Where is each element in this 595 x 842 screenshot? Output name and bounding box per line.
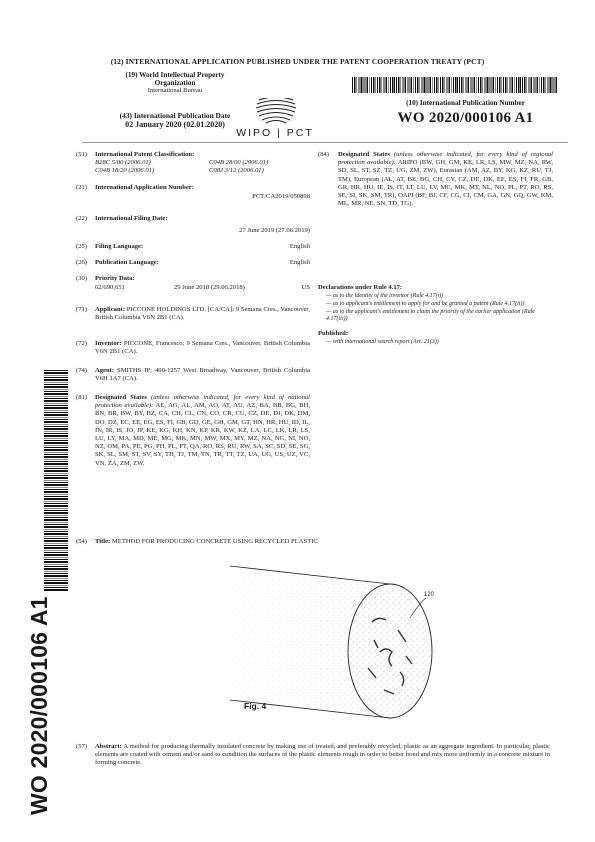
- side-publication-number: [24, 591, 54, 815]
- field-51-num: (51): [76, 151, 87, 158]
- wipo-pct-wordmark: WIPO | PCT: [236, 127, 314, 139]
- abstract-text: A method for producing thermally insulated concrete by making use of treated, and preferably recycled, plastic as an aggregate ingredient. In particular, plastic elements are coated with cement and/or sand to condition the surfaces of the plastic elements rough in order to better bond and mix more uniformly in a concrete mixture in forming concrete.: [95, 743, 550, 767]
- field-81-label: Designated States: [95, 394, 147, 401]
- abstract-label: Abstract:: [95, 743, 122, 750]
- figure-4-drawing: [200, 560, 460, 730]
- side-barcode: [44, 370, 68, 592]
- field-51-label: International Patent Classification:: [95, 151, 195, 158]
- field-22-num: (22): [76, 215, 87, 222]
- field-25-value: English: [289, 243, 310, 250]
- field-84-block: [338, 151, 553, 208]
- field-25-num: (25): [76, 243, 87, 250]
- field-71-block: [95, 306, 310, 322]
- ipc-code-3: C04B 18/20 (2006.01): [95, 167, 155, 174]
- field-81-intro: (unless otherwise indicated, for every kind of national protection available):: [95, 394, 310, 410]
- field-74-text: SMITHS IP; 400-1257 West Broadway, Vancouver, British Columbia V6H 1A7 (CA).: [95, 367, 310, 383]
- abstract-block: [95, 743, 550, 768]
- title-label: Title:: [95, 538, 111, 545]
- document-type-title: (12) INTERNATIONAL APPLICATION PUBLISHED UNDER THE PATENT COOPERATION TREATY (PCT): [110, 57, 485, 66]
- pub-date: 02 January 2020 (02.01.2020): [125, 120, 225, 129]
- ipc-code-2: C04B 28/00 (2006.01): [209, 159, 269, 166]
- field-21-label: International Application Number:: [95, 184, 194, 191]
- field-57-num: (57): [76, 743, 87, 750]
- cylinder-fade: [200, 566, 330, 710]
- published-list: [326, 339, 551, 347]
- field-84-label: Designated States: [338, 151, 390, 158]
- field-84-text: ARIPO (BW, GH, GM, KE, LR, LS, MW, MZ, NA, RW, SD, SL, ST, SZ, TZ, UG, ZM, ZW), Eurasian (AM, AZ, BY, KG, KZ, RU, TJ, TM), European (AL, AT, BE, BG, CH, CY, CZ, DE, DK, EE, ES, FI, FR, GB, GR, HR, HU, IE, IS, IT, LT, LU, LV, MC, MK, MT, NL, NO, PL, PT, RO, RS, SE, SI, SK, SM, TR), OAPI (BF, BJ, CF, CG, CI, CM, GA, GN, GQ, GW, KM, ML, MR, NE, SN, TD, TG).: [338, 159, 553, 208]
- org-line1: (19) World Intellectual Property: [125, 71, 225, 79]
- field-26-label: Publication Language:: [95, 259, 159, 266]
- priority-country: US: [301, 284, 310, 291]
- figure-ref-numeral: 120: [424, 592, 435, 598]
- field-71-num: (71): [76, 306, 87, 313]
- pub-number: WO 2020/000106 A1: [397, 110, 534, 126]
- title-block: [95, 538, 545, 546]
- org-line2: Organization: [154, 79, 196, 88]
- ipc-code-4: C08J 3/12 (2006.01): [209, 167, 264, 174]
- field-71-text: PICCONE HOLDINGS LTD. [CA/CA]; 9 Semana Cres., Vancouver, British Columbia V6N 2B1 (CA).: [95, 306, 310, 322]
- figure-caption: Fig. 4: [244, 701, 267, 711]
- ipc-code-1: B28C 5/00 (2006.01): [95, 159, 151, 166]
- field-72-text: PICCONE, Francesco; 9 Semana Cres., Vancouver, British Columbia V6N 2B1 (CA).: [95, 340, 310, 356]
- org-line3: International Bureau: [147, 87, 203, 95]
- declarations-heading: Declarations under Rule 4.17:: [318, 284, 403, 291]
- field-74-label: Agent:: [95, 367, 115, 374]
- header-divider: [82, 142, 568, 143]
- field-26-num: (26): [76, 259, 87, 266]
- organization-block: [100, 71, 250, 96]
- field-81-text: AE, AG, AL, AM, AO, AT, AU, AZ, BA, BB, BG, BH, BN, BR, BW, BY, BZ, CA, CH, CL, CN, CO, CR, CU, CZ, DE, DJ, DK, DM, DO, DZ, EC, EE, EG, ES, FI, GB, GD, GE, GH, GM, GT, HN, HR, HU, ID, IL, IN, IR, IS, JO, JP, KE, KG, KH, KN, KP, KR, KW, KZ, LA, LC, LK, LR, LS, LU, LY, MA, MD, ME, MG, MK, MN, MW, MX, MY, MZ, NA, NG, NI, NO, NZ, OM, PA, PE, PG, PH, PL, PT, QA, RO, RS, RU, RW, SA, SC, SD, SE, SG, SK, SL, SM, ST, SV, SY, TH, TJ, TM, TN, TR, TT, TZ, UA, UG, US, UZ, VC, VN, ZA, ZM, ZW.: [95, 402, 310, 467]
- field-22-label: International Filing Date:: [95, 215, 168, 222]
- field-71-label: Applicant:: [95, 306, 126, 313]
- field-30-num: (30): [76, 275, 87, 282]
- field-74-num: (74): [76, 367, 87, 374]
- field-84-num: (84): [318, 151, 329, 158]
- field-26-value: English: [289, 259, 310, 266]
- field-22-value: 27 June 2019 (27.06.2019): [239, 227, 310, 234]
- title-text: METHOD FOR PRODUCING CONCRETE USING RECYCLED PLASTIC: [111, 538, 318, 545]
- priority-date: 29 June 2018 (29.06.2018): [174, 284, 245, 291]
- field-21-value: PCT/CA2019/050898: [252, 193, 310, 200]
- field-81-num: (81): [76, 394, 87, 401]
- side-wo-text: WO 2020/000106 A1: [26, 596, 52, 815]
- field-21-num: (21): [76, 184, 87, 191]
- field-30-label: Priority Data:: [95, 275, 135, 282]
- field-54-num: (54): [76, 538, 87, 545]
- published-heading: Published:: [318, 330, 349, 337]
- pub-number-label: (10) International Publication Number: [406, 99, 525, 107]
- field-81-block: [95, 394, 310, 468]
- declarations-list: [326, 293, 551, 324]
- field-74-block: [95, 367, 310, 383]
- priority-number: 62/690,651: [95, 284, 125, 291]
- field-72-label: Inventor:: [95, 340, 122, 347]
- field-84-intro: (unless otherwise indicated, for every kind of regional protection available):: [338, 151, 553, 167]
- field-25-label: Filing Language:: [95, 243, 144, 250]
- pub-date-label: (43) International Publication Date: [119, 111, 231, 120]
- declaration-item: — as to the applicant's entitlement to claim the priority of the earlier application (Rule 4.17(iii)): [326, 308, 535, 323]
- field-72-block: [95, 340, 310, 356]
- field-72-num: (72): [76, 340, 87, 347]
- declaration-item: — as to applicant's entitlement to apply for and be granted a patent (Rule 4.17(ii)): [326, 300, 525, 307]
- top-barcode: [352, 77, 557, 93]
- declaration-item: — as to the identity of the inventor (Rule 4.17(i)): [326, 293, 444, 299]
- published-item: — with international search report (Art. 21(3)): [326, 339, 439, 345]
